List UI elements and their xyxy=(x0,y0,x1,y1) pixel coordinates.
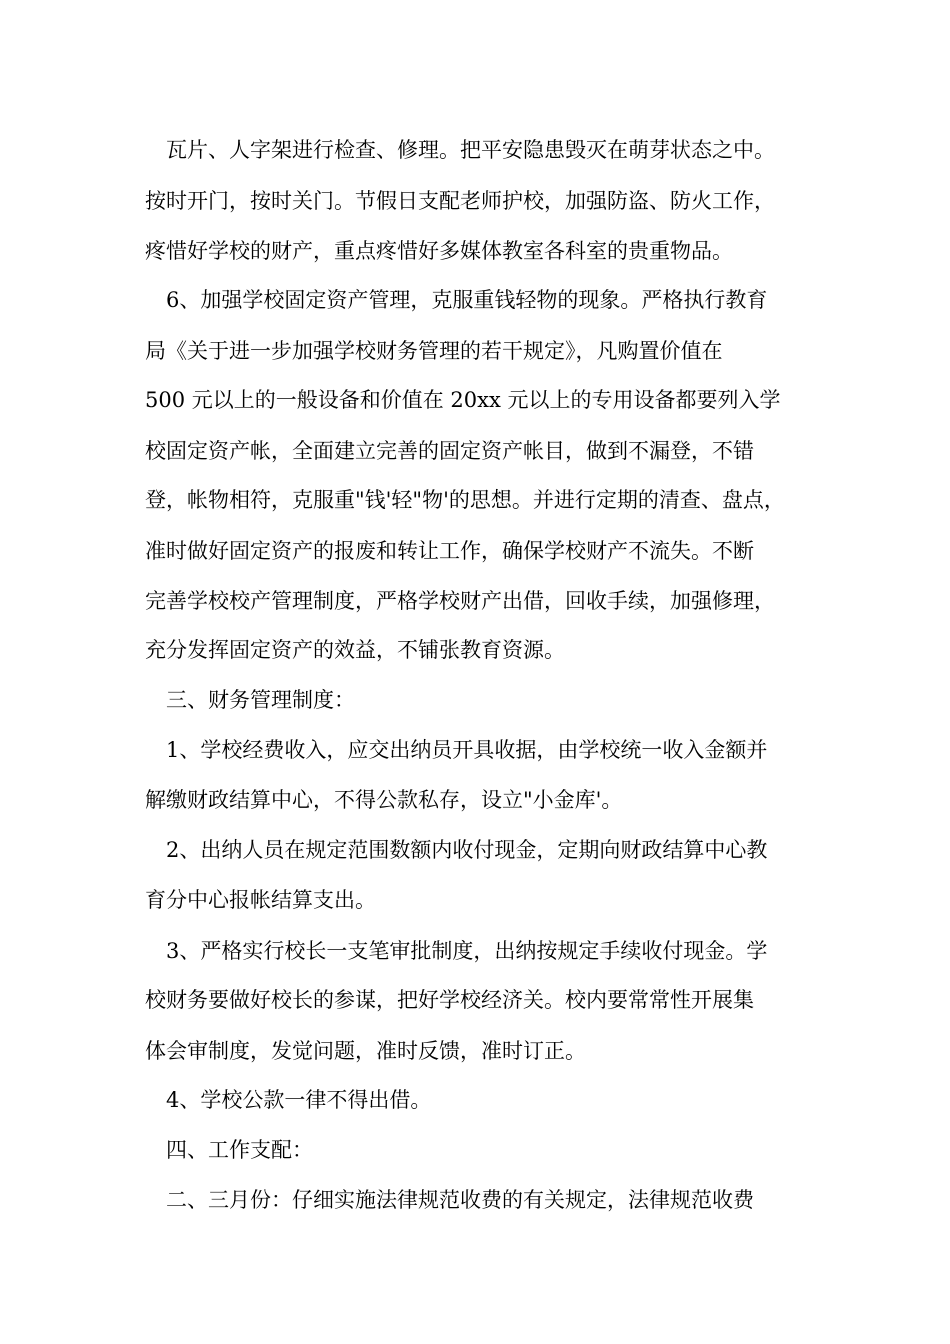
text-line: 校固定资产帐，全面建立完善的固定资产帐目，做到不漏登，不错 xyxy=(145,439,754,463)
text-line: 4、学校公款一律不得出借。 xyxy=(166,1088,432,1112)
text-line: 充分发挥固定资产的效益，不铺张教育资源。 xyxy=(145,638,565,662)
text-line: 解缴财政结算中心，不得公款私存，设立"小金库'。 xyxy=(145,788,623,812)
text-line: 局《关于进一步加强学校财务管理的若干规定》，凡购置价值在 xyxy=(145,339,723,363)
text-line: 2、出纳人员在规定范围数额内收付现金，定期向财政结算中心教 xyxy=(166,838,768,862)
text-line: 准时做好固定资产的报废和转让工作，确保学校财产不流失。不断 xyxy=(145,539,754,563)
text-line: 3、严格实行校长一支笔审批制度，出纳按规定手续收付现金。学 xyxy=(166,939,768,963)
text-line: 体会审制度，发觉问题，准时反馈，准时订正。 xyxy=(145,1039,586,1063)
text-line: 完善学校校产管理制度，严格学校财产出借，回收手续，加强修理， xyxy=(145,589,775,613)
text-line: 二、三月份：仔细实施法律规范收费的有关规定，法律规范收费 xyxy=(166,1188,754,1212)
text-line: 育分中心报帐结算支出。 xyxy=(145,888,376,912)
text-line: 登，帐物相符，克服重"钱'轻"物'的思想。并进行定期的清查、盘点， xyxy=(145,488,785,512)
text-line: 500 元以上的一般设备和价值在 20xx 元以上的专用设备都要列入学 xyxy=(145,388,781,412)
text-line: 校财务要做好校长的参谋，把好学校经济关。校内要常常性开展集 xyxy=(145,988,754,1012)
text-line: 1、学校经费收入，应交出纳员开具收据，由学校统一收入金额并 xyxy=(166,738,768,762)
text-line: 瓦片、人字架进行检查、修理。把平安隐患毁灭在萌芽状态之中。 xyxy=(166,138,775,162)
text-line: 按时开门，按时关门。节假日支配老师护校，加强防盗、防火工作， xyxy=(145,189,775,213)
text-line: 6、加强学校固定资产管理，克服重钱轻物的现象。严格执行教育 xyxy=(166,288,768,312)
text-line: 疼惜好学校的财产，重点疼惜好多媒体教室各科室的贵重物品。 xyxy=(145,239,733,263)
section-heading: 三、财务管理制度： xyxy=(166,688,355,712)
section-heading: 四、工作支配： xyxy=(166,1138,313,1162)
